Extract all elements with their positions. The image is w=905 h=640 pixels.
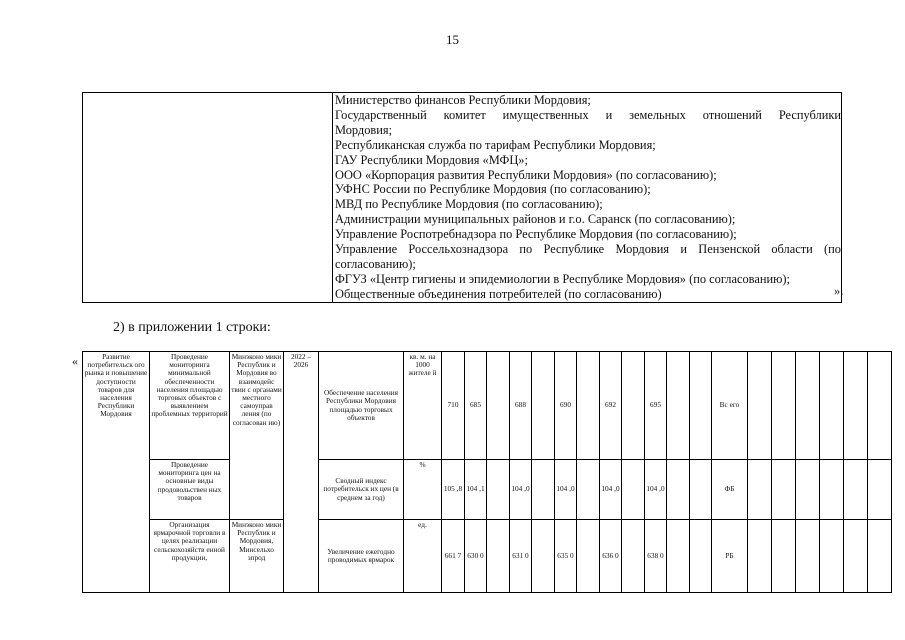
value-cell: 104 ,1 xyxy=(465,460,487,520)
executor-line: Министерство финансов Республики Мордовия; xyxy=(335,93,591,107)
executor-line: Мордовия; xyxy=(335,122,393,137)
funding-source-cell: Вс его xyxy=(712,352,748,460)
empty-cell xyxy=(690,520,712,593)
value-cell: 631 0 xyxy=(510,520,532,593)
empty-cell xyxy=(487,460,510,520)
empty-cell xyxy=(667,520,690,593)
empty-cell xyxy=(796,520,820,593)
empty-cell xyxy=(748,460,772,520)
empty-cell xyxy=(690,352,712,460)
executor-line: ФГУЗ «Центр гигиены и эпидемиологии в Республике Мордовия» (по согласованию); xyxy=(335,271,790,286)
executor-line: Управление Роспотребнадзора по Республике Мордовия (по согласованию); xyxy=(335,227,737,242)
indicator-cell: Обеспечение населения Республики Мордовия площадью торговых объектов xyxy=(319,352,404,460)
value-cell: 104 ,0 xyxy=(645,460,667,520)
unit-cell: % xyxy=(404,460,442,520)
executor-line: УФНС России по Республике Мордовия (по согласованию); xyxy=(335,182,651,197)
executor-line: Общественные объединения потребителей (по согласованию) xyxy=(335,286,662,301)
value-cell: 104 ,0 xyxy=(510,460,532,520)
executor-cell: Минэконо мики Республик и Мордовия во взаимодейс твии с органами местного самоуправ ления (по согласован ию) xyxy=(230,352,284,520)
value-cell: 636 0 xyxy=(600,520,622,593)
empty-cell xyxy=(772,460,796,520)
funding-source-cell: РБ xyxy=(712,520,748,593)
empty-cell xyxy=(844,460,868,520)
empty-cell xyxy=(868,460,892,520)
empty-cell xyxy=(532,352,555,460)
value-cell: 688 xyxy=(510,352,532,460)
unit-cell: ед. xyxy=(404,520,442,593)
value-cell: 692 xyxy=(600,352,622,460)
value-cell: 710 xyxy=(442,352,465,460)
empty-cell xyxy=(796,460,820,520)
empty-left-cell xyxy=(83,93,333,303)
period-cell: 2022 – 2026 xyxy=(284,352,319,593)
value-cell: 104 ,0 xyxy=(555,460,577,520)
activity-cell: Проведение мониторинга минимальной обеспеченности населения площадью торговых объектов с выявлением проблемных территорий xyxy=(150,352,230,460)
value-cell: 630 0 xyxy=(465,520,487,593)
activity-cell: Организация ярмарочной торговли в целях реализации сельскохозяйств енной продукции, xyxy=(150,520,230,593)
empty-cell xyxy=(772,352,796,460)
responsible-executors-table xyxy=(82,92,842,303)
empty-cell xyxy=(487,352,510,460)
empty-cell xyxy=(577,520,600,593)
empty-cell xyxy=(820,520,844,593)
section-heading: 2) в приложении 1 строки: xyxy=(113,320,271,335)
executor-cell: Минэконо мики Республик и Мордовия, Минсельхо зпрод xyxy=(230,520,284,593)
empty-cell xyxy=(820,460,844,520)
page-number: 15 xyxy=(446,32,459,47)
empty-cell xyxy=(748,352,772,460)
empty-cell xyxy=(868,352,892,460)
empty-cell xyxy=(690,460,712,520)
closing-quote: ». xyxy=(834,284,844,298)
value-cell: 695 xyxy=(645,352,667,460)
value-cell: 105 ,8 xyxy=(442,460,465,520)
executor-line: Республиканская служба по тарифам Республики Мордовия; xyxy=(335,137,656,152)
opening-quote: « xyxy=(72,354,78,368)
indicator-cell: Увеличение ежегодно проводимых ярмарок xyxy=(319,520,404,593)
funding-source-cell: ФБ xyxy=(712,460,748,520)
executor-line: МВД по Республике Мордовия (по согласованию); xyxy=(335,197,603,212)
appendix-rows-table xyxy=(82,351,892,593)
value-cell: 638 0 xyxy=(645,520,667,593)
value-cell: 635 0 xyxy=(555,520,577,593)
empty-cell xyxy=(622,460,645,520)
empty-cell xyxy=(667,460,690,520)
empty-cell xyxy=(868,520,892,593)
empty-cell xyxy=(577,352,600,460)
empty-cell xyxy=(532,460,555,520)
empty-cell xyxy=(667,352,690,460)
empty-cell xyxy=(577,460,600,520)
empty-cell xyxy=(820,352,844,460)
unit-cell: кв. м. на 1000 жителе й xyxy=(404,352,442,460)
empty-cell xyxy=(772,520,796,593)
executor-line: ООО «Корпорация развития Республики Мордовия» (по согласованию); xyxy=(335,167,717,182)
empty-cell xyxy=(532,520,555,593)
executors-list-cell xyxy=(333,93,842,303)
empty-cell xyxy=(622,352,645,460)
value-cell: 690 xyxy=(555,352,577,460)
executor-line: ГАУ Республики Мордовия «МФЦ»; xyxy=(335,152,528,167)
executor-line: Администрации муниципальных районов и г.о. Саранск (по согласованию); xyxy=(335,212,736,227)
executor-line: Государственный комитет имущественных и земельных отношений Республики xyxy=(335,107,841,122)
value-cell: 104 ,0 xyxy=(600,460,622,520)
value-cell: 661 7 xyxy=(442,520,465,593)
activity-cell: Проведение мониторинга цен на основные виды продовольствен ных товаров xyxy=(150,460,230,520)
empty-cell xyxy=(748,520,772,593)
empty-cell xyxy=(796,352,820,460)
empty-cell xyxy=(844,520,868,593)
value-cell: 685 xyxy=(465,352,487,460)
executor-line: Управление Россельхознадзора по Республике Мордовия и Пензенской области (по xyxy=(335,242,841,257)
executor-line: согласованию); xyxy=(335,256,416,271)
empty-cell xyxy=(844,352,868,460)
empty-cell xyxy=(487,520,510,593)
empty-cell xyxy=(622,520,645,593)
indicator-cell: Сводный индекс потребительск их цен (в среднем за год) xyxy=(319,460,404,520)
goal-cell: Развитие потребительск ого рынка и повышение доступности товаров для населения Республики Мордовия xyxy=(83,352,150,593)
